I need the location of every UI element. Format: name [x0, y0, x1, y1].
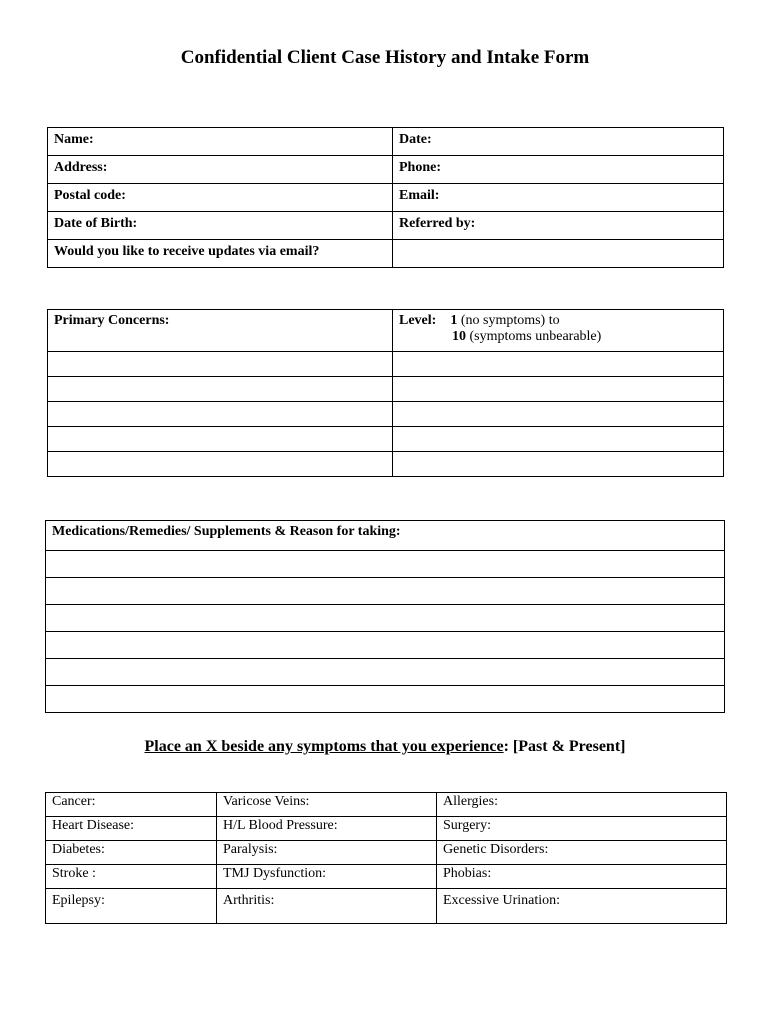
symptoms-table [45, 792, 727, 924]
date-field[interactable]: Date: [393, 128, 724, 156]
level-max: 10 [452, 329, 466, 344]
table-row [46, 865, 727, 889]
symptom-genetic-disorders[interactable]: Genetic Disorders: [437, 841, 727, 865]
symptom-tmj-dysfunction[interactable]: TMJ Dysfunction: [217, 865, 437, 889]
medication-input[interactable] [46, 578, 725, 605]
symptoms-period: : [Past & Present] [503, 738, 626, 755]
email-updates-answer-field[interactable] [393, 240, 724, 268]
referred-by-field[interactable]: Referred by: [393, 212, 724, 240]
symptom-varicose-veins[interactable]: Varicose Veins: [217, 793, 437, 817]
page-title: Confidential Client Case History and Intake Form [180, 47, 590, 68]
name-field[interactable]: Name: [48, 128, 393, 156]
table-row [48, 184, 724, 212]
email-field[interactable]: Email: [393, 184, 724, 212]
level-input[interactable] [393, 452, 724, 477]
medication-input[interactable] [46, 659, 725, 686]
level-input[interactable] [393, 402, 724, 427]
table-header-row [48, 310, 724, 352]
level-label: Level: [399, 313, 437, 328]
concern-input[interactable] [48, 402, 393, 427]
table-row [48, 452, 724, 477]
table-row [46, 605, 725, 632]
medications-header: Medications/Remedies/ Supplements & Reason for taking: [46, 521, 725, 551]
concern-input[interactable] [48, 452, 393, 477]
concern-input[interactable] [48, 427, 393, 452]
table-row [48, 427, 724, 452]
concern-input[interactable] [48, 377, 393, 402]
level-header [393, 310, 724, 352]
address-field[interactable]: Address: [48, 156, 393, 184]
symptom-blood-pressure[interactable]: H/L Blood Pressure: [217, 817, 437, 841]
medication-input[interactable] [46, 632, 725, 659]
symptom-phobias[interactable]: Phobias: [437, 865, 727, 889]
symptom-stroke[interactable]: Stroke : [46, 865, 217, 889]
level-min-desc: (no symptoms) to [457, 313, 560, 328]
table-row [46, 659, 725, 686]
level-max-desc: (symptoms unbearable) [466, 329, 602, 344]
medication-input[interactable] [46, 686, 725, 713]
concern-input[interactable] [48, 352, 393, 377]
client-info-table [47, 127, 724, 268]
table-row [46, 889, 727, 924]
table-row [48, 156, 724, 184]
symptom-excessive-urination[interactable]: Excessive Urination: [437, 889, 727, 924]
primary-concerns-header: Primary Concerns: [48, 310, 393, 352]
table-row [46, 551, 725, 578]
symptom-surgery[interactable]: Surgery: [437, 817, 727, 841]
table-row [46, 686, 725, 713]
level-min: 1 [450, 313, 458, 328]
table-row [48, 240, 724, 268]
table-row [48, 402, 724, 427]
symptom-diabetes[interactable]: Diabetes: [46, 841, 217, 865]
table-row [48, 352, 724, 377]
postal-code-field[interactable]: Postal code: [48, 184, 393, 212]
symptom-heart-disease[interactable]: Heart Disease: [46, 817, 217, 841]
email-updates-question: Would you like to receive updates via email? [48, 240, 393, 268]
symptom-allergies[interactable]: Allergies: [437, 793, 727, 817]
level-input[interactable] [393, 377, 724, 402]
table-row [46, 841, 727, 865]
symptom-paralysis[interactable]: Paralysis: [217, 841, 437, 865]
level-input[interactable] [393, 352, 724, 377]
table-row [46, 817, 727, 841]
level-input[interactable] [393, 427, 724, 452]
symptoms-instruction: Place an X beside any symptoms that you experience [144, 738, 504, 755]
symptom-cancer[interactable]: Cancer: [46, 793, 217, 817]
table-row [46, 793, 727, 817]
table-row [48, 377, 724, 402]
table-row [46, 632, 725, 659]
medications-table [45, 520, 725, 713]
table-row [48, 128, 724, 156]
table-row [48, 212, 724, 240]
date-of-birth-field[interactable]: Date of Birth: [48, 212, 393, 240]
table-header-row [46, 521, 725, 551]
symptom-epilepsy[interactable]: Epilepsy: [46, 889, 217, 924]
phone-field[interactable]: Phone: [393, 156, 724, 184]
symptoms-section-title [0, 738, 770, 756]
primary-concerns-table [47, 309, 724, 477]
medication-input[interactable] [46, 605, 725, 632]
medication-input[interactable] [46, 551, 725, 578]
table-row [46, 578, 725, 605]
symptom-arthritis[interactable]: Arthritis: [217, 889, 437, 924]
